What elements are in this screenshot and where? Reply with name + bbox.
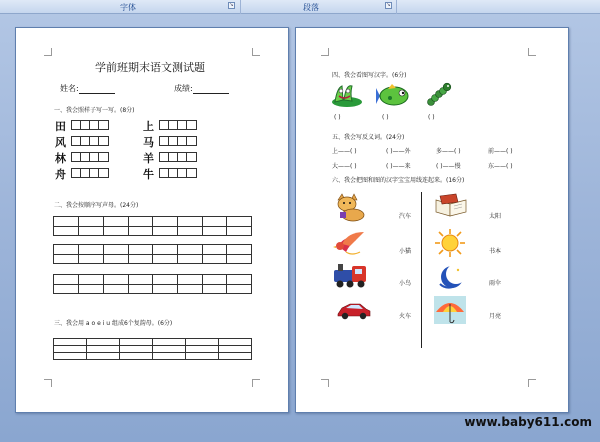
- ribbon-group-paragraph[interactable]: 段落: [303, 3, 319, 12]
- blank-paren: ( ): [334, 114, 341, 121]
- umbrella-icon: [434, 296, 466, 324]
- match-word-right: 书本: [489, 248, 502, 255]
- antonym-item: ( )——慢: [436, 163, 461, 170]
- match-word-right: 雨伞: [489, 280, 502, 287]
- match-word-left: 火车: [399, 313, 412, 320]
- char-left: 林: [55, 152, 66, 165]
- antonym-item: 上——( ): [332, 148, 357, 155]
- train-icon: [332, 264, 372, 290]
- writing-boxes: [159, 152, 197, 162]
- section-3-heading: 三、我会用 a o e i u 组成6个复韵母。(6分): [54, 320, 173, 327]
- antonym-item: 前——( ): [488, 148, 513, 155]
- ribbon-group-bar: [0, 0, 600, 14]
- section-6-heading: 六、我会把图和图的汉字宝宝用线连起来。(16分): [332, 177, 465, 184]
- match-divider: [421, 192, 422, 348]
- score-label: 成绩:: [174, 83, 229, 94]
- fish-icon: [376, 84, 412, 108]
- match-word-right: 月亮: [489, 313, 502, 320]
- match-word-left: 汽车: [399, 213, 412, 220]
- fuyunmu-grid: [53, 338, 252, 360]
- char-left: 田: [55, 120, 66, 133]
- name-label: 姓名:: [60, 83, 115, 94]
- page-title: 学前班期末语文测试题: [95, 61, 205, 74]
- ribbon-group-font[interactable]: 字体: [120, 3, 136, 12]
- caterpillar-icon: [426, 82, 452, 108]
- crop-mark: [321, 379, 329, 387]
- antonym-item: 东——( ): [488, 163, 513, 170]
- writing-boxes: [159, 168, 197, 178]
- document-page-2: [295, 27, 569, 413]
- antonym-item: 大——( ): [332, 163, 357, 170]
- section-1-heading: 一、我会照样子写一写。(8分): [54, 107, 135, 114]
- antonym-item: ( )——外: [386, 148, 411, 155]
- moon-icon: [436, 264, 466, 290]
- match-word-right: 太阳: [489, 213, 502, 220]
- char-right: 羊: [143, 152, 154, 165]
- antonym-item: 多——( ): [436, 148, 461, 155]
- writing-boxes: [71, 152, 109, 162]
- char-right: 牛: [143, 168, 154, 181]
- crop-mark: [252, 48, 260, 56]
- char-right: 上: [143, 120, 154, 133]
- antonym-item: ( )——来: [386, 163, 411, 170]
- blank-paren: ( ): [382, 114, 389, 121]
- char-left: 舟: [55, 168, 66, 181]
- font-dialog-launcher-icon[interactable]: ↘: [229, 2, 234, 8]
- car-icon: [336, 300, 372, 322]
- ribbon-separator: [240, 0, 241, 14]
- grass-creature-icon: [330, 82, 364, 108]
- writing-boxes: [159, 136, 197, 146]
- shengmu-grid: [53, 244, 252, 264]
- crop-mark: [528, 379, 536, 387]
- match-word-left: 小鸟: [399, 280, 412, 287]
- sun-icon: [434, 228, 466, 258]
- match-word-left: 小猫: [399, 248, 412, 255]
- writing-boxes: [71, 136, 109, 146]
- writing-boxes: [71, 168, 109, 178]
- crop-mark: [321, 48, 329, 56]
- book-icon: [434, 194, 468, 218]
- crop-mark: [44, 48, 52, 56]
- crop-mark: [528, 48, 536, 56]
- shengmu-grid: [53, 274, 252, 294]
- char-left: 风: [55, 136, 66, 149]
- cat-icon: [334, 194, 366, 222]
- shengmu-grid: [53, 216, 252, 236]
- paragraph-dialog-launcher-icon[interactable]: ↘: [386, 2, 391, 8]
- crop-mark: [252, 379, 260, 387]
- section-2-heading: 二、我会按顺序写声母。(24分): [54, 202, 139, 209]
- document-page-1: [15, 27, 289, 413]
- site-watermark: www.baby611.com: [464, 415, 592, 429]
- writing-boxes: [71, 120, 109, 130]
- bird-icon: [334, 230, 366, 256]
- crop-mark: [44, 379, 52, 387]
- section-4-heading: 四、我会看图写汉字。(6分): [332, 72, 407, 79]
- blank-paren: ( ): [428, 114, 435, 121]
- ribbon-separator: [396, 0, 397, 14]
- writing-boxes: [159, 120, 197, 130]
- section-5-heading: 五、我会写反义词。(24分): [332, 134, 405, 141]
- char-right: 马: [143, 136, 154, 149]
